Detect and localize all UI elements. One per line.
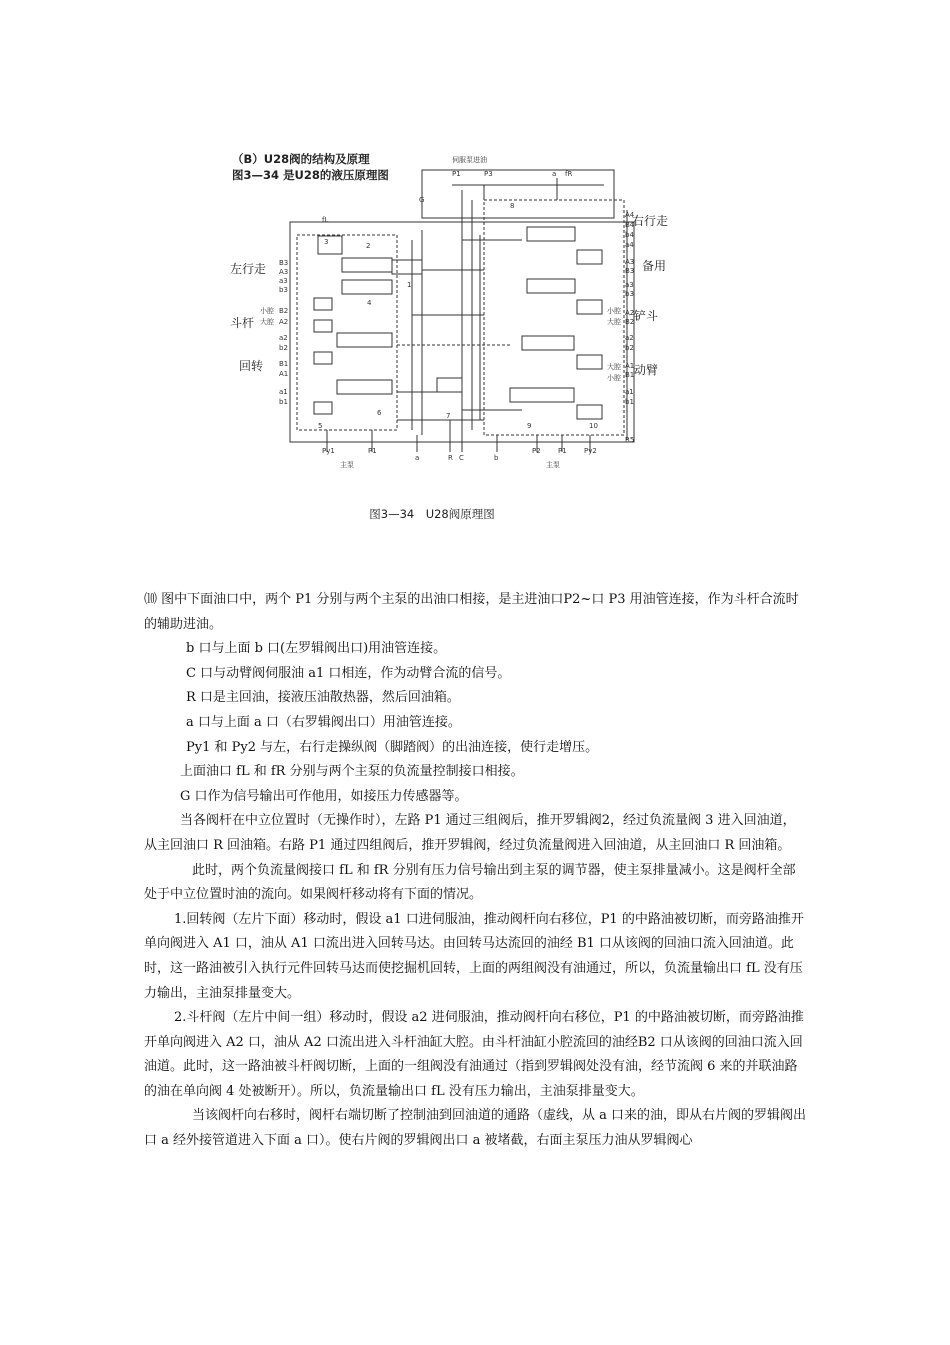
label-right-port: a4 (625, 241, 634, 249)
figure-heading-line2: 图3—34 是U28的液压原理图 (232, 168, 389, 182)
label-bottom-port: P1 (558, 447, 567, 455)
label-top-port: fL (322, 216, 329, 224)
label-right-travel: 右行走 (632, 214, 669, 228)
label-right-port: B4 (625, 221, 635, 229)
label-servo-pump: 伺服泵进油 (452, 156, 487, 164)
label-cavity: 小腔 (607, 374, 621, 382)
paragraph: 当该阀杆向右移时，阀杆右端切断了控制油到回油道的通路（虚线，从 a 口来的油，即从右片阀的罗辑阀出口 a 经外接管道进入下面 a 口）。使右片阀的罗辑阀出口 a 被堵截，右面主泵压力油从罗辑阀心 (144, 1108, 807, 1149)
label-cavity: 大腔 (607, 318, 621, 326)
label-right-port: B3 (625, 267, 635, 275)
paragraph: R 口是主回油，接液压油散热器，然后回油箱。 (186, 690, 460, 706)
label-number: 1 (407, 281, 412, 289)
label-bottom-port: b (494, 454, 499, 462)
paragraph: Py1 和 Py2 与左，右行走操纵阀（脚踏阀）的出油连接，使行走增压。 (186, 739, 599, 755)
label-top-port: a (552, 170, 557, 178)
body-text (144, 588, 808, 1154)
paragraph: b 口与上面 b 口(左罗辑阀出口)用油管连接。 (186, 641, 447, 657)
label-right-port: b4 (625, 231, 634, 239)
label-right-port: b3 (625, 290, 634, 298)
label-right-port: a3 (625, 281, 634, 289)
label-bottom-port: Py2 (584, 447, 597, 455)
label-right-port: b1 (625, 398, 634, 406)
label-spare: 备用 (642, 259, 667, 273)
label-number: 10 (589, 422, 598, 430)
paragraph: 上面油口 fL 和 fR 分别与两个主泵的负流量控制接口相接。 (180, 764, 524, 780)
label-cavity: 大腔 (260, 318, 274, 326)
label-left-port: b2 (279, 344, 288, 352)
label-right-port: a2 (625, 334, 634, 342)
paragraph: a 口与上面 a 口（右罗辑阀出口）用油管连接。 (186, 714, 461, 730)
label-number: 7 (446, 412, 451, 420)
label-top-port: P1 (452, 170, 461, 178)
label-left-port: b3 (279, 286, 288, 294)
paragraph: 1.回转阀（左片下面）移动时，假设 a1 口进伺服油，推动阀杆向右移位，P1 的中路油被切断，而旁路油推开单向阀进入 A1 口，油从 A1 口流出进入回转马达。由回转马达流回的油经 B1 口从该阀的回油口流入回油道。此时，这一路油被引入执行元件回转马达而使挖掘机回转，上面的两组阀没有油通过，所以，负流量输出口 fL 没有压力输出，主油泵排量变大。 (144, 911, 804, 1001)
label-left-port: B1 (279, 360, 289, 368)
label-left-port: A2 (279, 318, 289, 326)
label-left-travel: 左行走 (230, 262, 267, 276)
schematic-drawing (222, 140, 669, 530)
hydraulic-schematic-figure (222, 140, 669, 530)
label-main-pump: 主泵 (340, 461, 354, 469)
label-cavity: 大腔 (607, 363, 621, 371)
label-number: 9 (527, 422, 532, 430)
label-right-port: A4 (625, 211, 635, 219)
label-left-port: a3 (279, 277, 288, 285)
paragraph: C 口与动臂阀伺服油 a1 口相连，作为动臂合流的信号。 (186, 665, 511, 681)
label-bucket: 铲斗 (634, 309, 659, 323)
label-number: 8 (510, 202, 515, 210)
label-left-port: B2 (279, 307, 289, 315)
label-left-port: b1 (279, 398, 288, 406)
label-bottom-port: Py1 (322, 447, 335, 455)
label-cavity: 小腔 (607, 307, 621, 315)
label-right-port: R5 (625, 436, 635, 444)
label-bottom-port: a (415, 454, 420, 462)
label-right-port: B2 (625, 318, 635, 326)
paragraph: ⑽ 图中下面油口中，两个 P1 分别与两个主泵的出油口相接，是主进油口P2~口 P3 用油管连接，作为斗杆合流时的辅助进油。 (144, 592, 799, 632)
label-right-port: b2 (625, 344, 634, 352)
label-left-port: a1 (279, 388, 288, 396)
label-main-pump: 主泵 (546, 461, 560, 469)
figure-caption: 图3—34 U28阀原理图 (369, 507, 495, 521)
label-boom: 动臂 (634, 363, 659, 377)
paragraph: 当各阀杆在中立位置时（无操作时），左路 P1 通过三组阀后，推开罗辑阀2，经过负流量阀 3 进入回油道，从主回油口 R 回油箱。右路 P1 通过四组阀后，推开罗辑阀，经过负流量阀进入回油道，从主回油口 R 回油箱。 (144, 813, 796, 853)
label-bottom-port: P1 (368, 447, 377, 455)
label-left-port: B3 (279, 259, 289, 267)
label-bottom-port: R (448, 454, 453, 462)
label-number: 4 (367, 299, 372, 307)
label-swing: 回转 (239, 359, 264, 373)
label-left-port: a2 (279, 334, 288, 342)
label-right-port: a1 (625, 388, 634, 396)
label-right-port: A2 (625, 309, 635, 317)
paragraph: 此时，两个负流量阀接口 fL 和 fR 分别有压力信号输出到主泵的调节器，使主泵排量减小。这是阀杆全部处于中立位置时油的流向。如果阀杆移动将有下面的情况。 (144, 862, 796, 903)
label-bottom-port: P2 (532, 447, 541, 455)
label-top-port: P3 (484, 170, 493, 178)
label-right-port: A1 (625, 362, 635, 370)
label-number: 5 (318, 422, 323, 430)
label-left-port: A3 (279, 268, 289, 276)
figure-heading (232, 151, 389, 183)
label-right-port: B1 (625, 371, 635, 379)
paragraph: G 口作为信号输出可作他用，如接压力传感器等。 (180, 788, 468, 804)
figure-heading-line1: （B）U28阀的结构及原理 (232, 152, 370, 166)
label-right-port: A3 (625, 258, 635, 266)
label-number: 3 (324, 238, 329, 246)
label-left-port: A1 (279, 370, 289, 378)
label-number: 6 (377, 409, 382, 417)
label-cavity: 小腔 (260, 307, 274, 315)
label-bottom-port: C (459, 454, 464, 462)
label-top-port: fR (565, 170, 573, 178)
label-top-port: G (419, 196, 425, 204)
label-number: 2 (366, 242, 371, 250)
label-stick: 斗杆 (230, 316, 255, 330)
paragraph: 2.斗杆阀（左片中间一组）移动时，假设 a2 进伺服油，推动阀杆向右移位，P1 的中路油被切断，而旁路油推开单向阀进入 A2 口，油从 A2 口流出进入斗杆油缸大腔。由斗杆油缸小腔流回的油经B2 口从该阀的回油口流入回油道。此时，这一路油被斗杆阀切断，上面的一组阀没有油通过（指到罗辑阀处没有油，经节流阀 6 来的并联油路的油在单向阀 4 处被断开）。所以，负流量输出口 fL 没有压力输出，主油泵排量变大。 (144, 1010, 804, 1099)
